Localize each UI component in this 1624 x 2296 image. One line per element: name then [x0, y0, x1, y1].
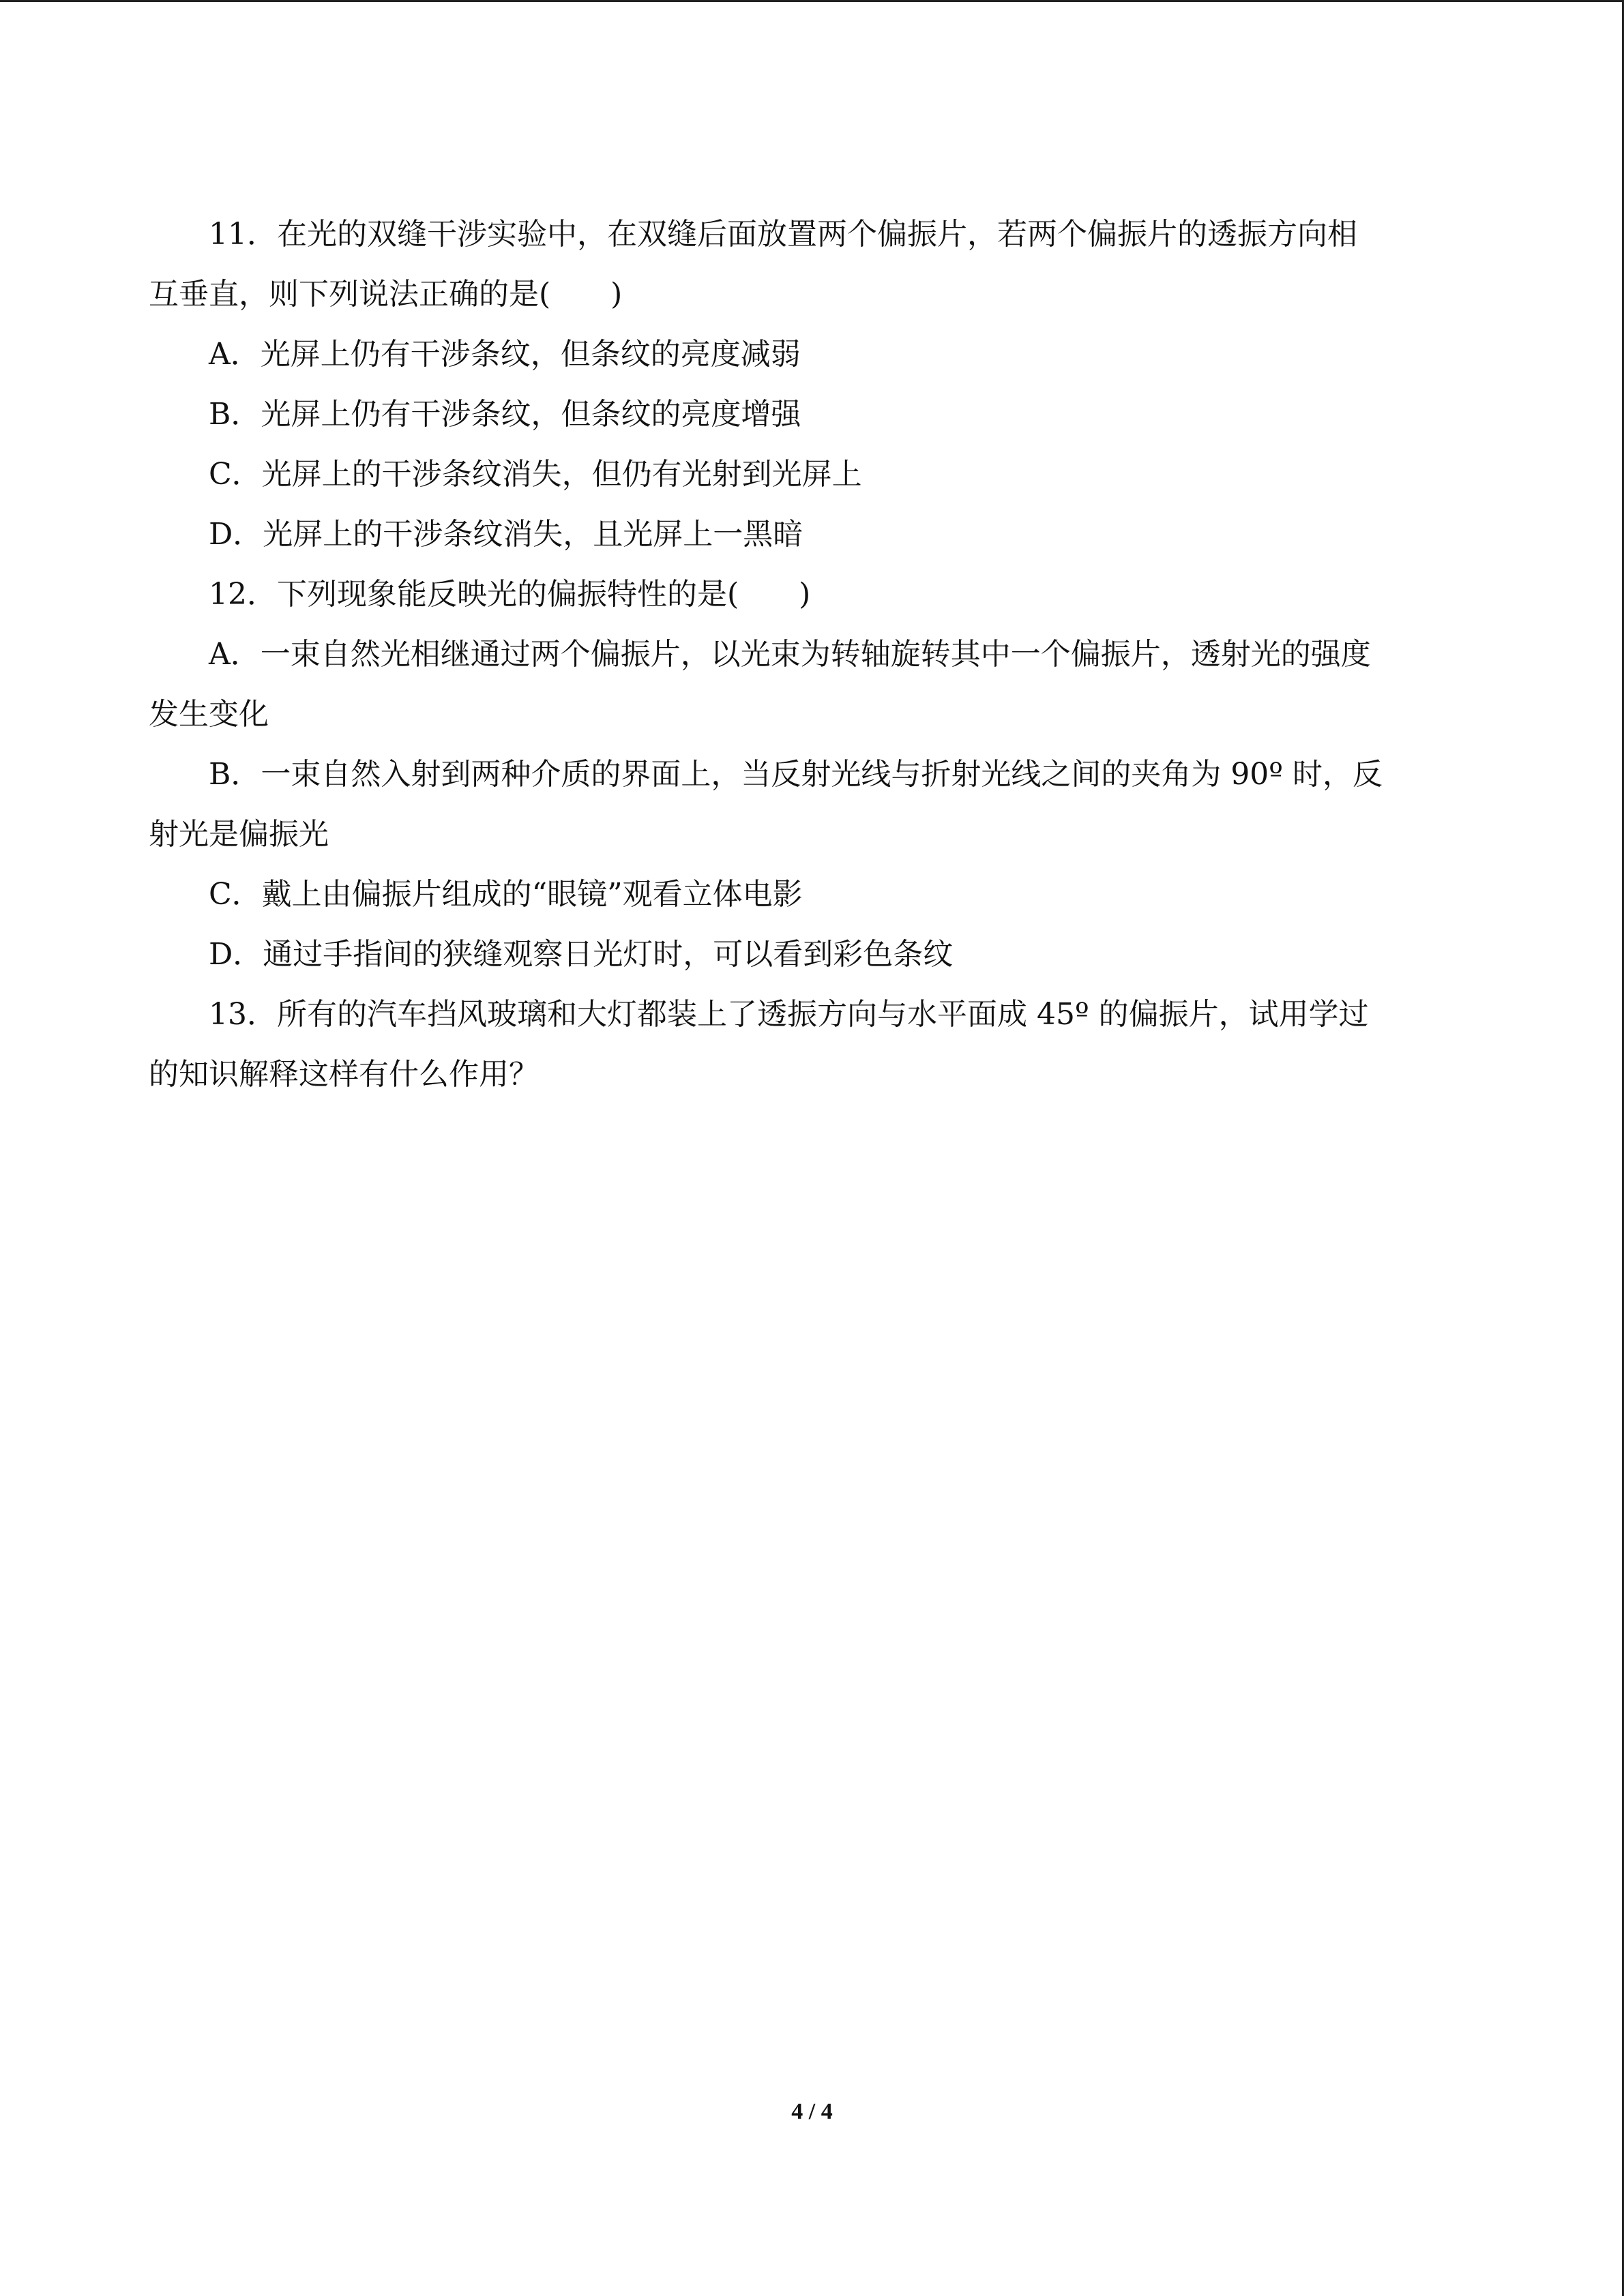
question-12-option-b-line2: 射光是偏振光: [149, 817, 329, 852]
question-12-option-c: C．戴上由偏振片组成的“眼镜”观看立体电影: [209, 877, 803, 912]
question-11-option-d: D．光屏上的干涉条纹消失，且光屏上一黑暗: [209, 517, 803, 552]
page-number: 4 / 4: [791, 2099, 833, 2124]
question-13-stem-line2: 的知识解释这样有什么作用？: [149, 1057, 539, 1092]
question-11-stem-line2: 互垂直，则下列说法正确的是( ): [149, 277, 623, 312]
question-11-option-c: C．光屏上的干涉条纹消失，但仍有光射到光屏上: [209, 457, 862, 492]
page-border-top: [0, 0, 1624, 2]
question-11-option-a: A．光屏上仍有干涉条纹，但条纹的亮度减弱: [209, 337, 801, 372]
question-13-stem-line1: 13．所有的汽车挡风玻璃和大灯都装上了透振方向与水平面成 45º 的偏振片，试用学过: [209, 997, 1369, 1032]
question-12-option-a-line1: A．一束自然光相继通过两个偏振片，以光束为转轴旋转其中一个偏振片，透射光的强度: [209, 637, 1371, 672]
question-11-stem-line1: 11．在光的双缝干涉实验中，在双缝后面放置两个偏振片，若两个偏振片的透振方向相: [209, 217, 1357, 252]
question-12-option-a-line2: 发生变化: [149, 697, 269, 732]
question-12-option-b-line1: B．一束自然入射到两种介质的界面上，当反射光线与折射光线之间的夹角为 90º 时，反: [209, 757, 1383, 792]
document-body: [149, 205, 1479, 1105]
question-11-option-b: B．光屏上仍有干涉条纹，但条纹的亮度增强: [209, 397, 801, 432]
question-12-option-d: D．通过手指间的狭缝观察日光灯时，可以看到彩色条纹: [209, 937, 954, 972]
question-12-stem: 12．下列现象能反映光的偏振特性的是( ): [209, 577, 811, 612]
